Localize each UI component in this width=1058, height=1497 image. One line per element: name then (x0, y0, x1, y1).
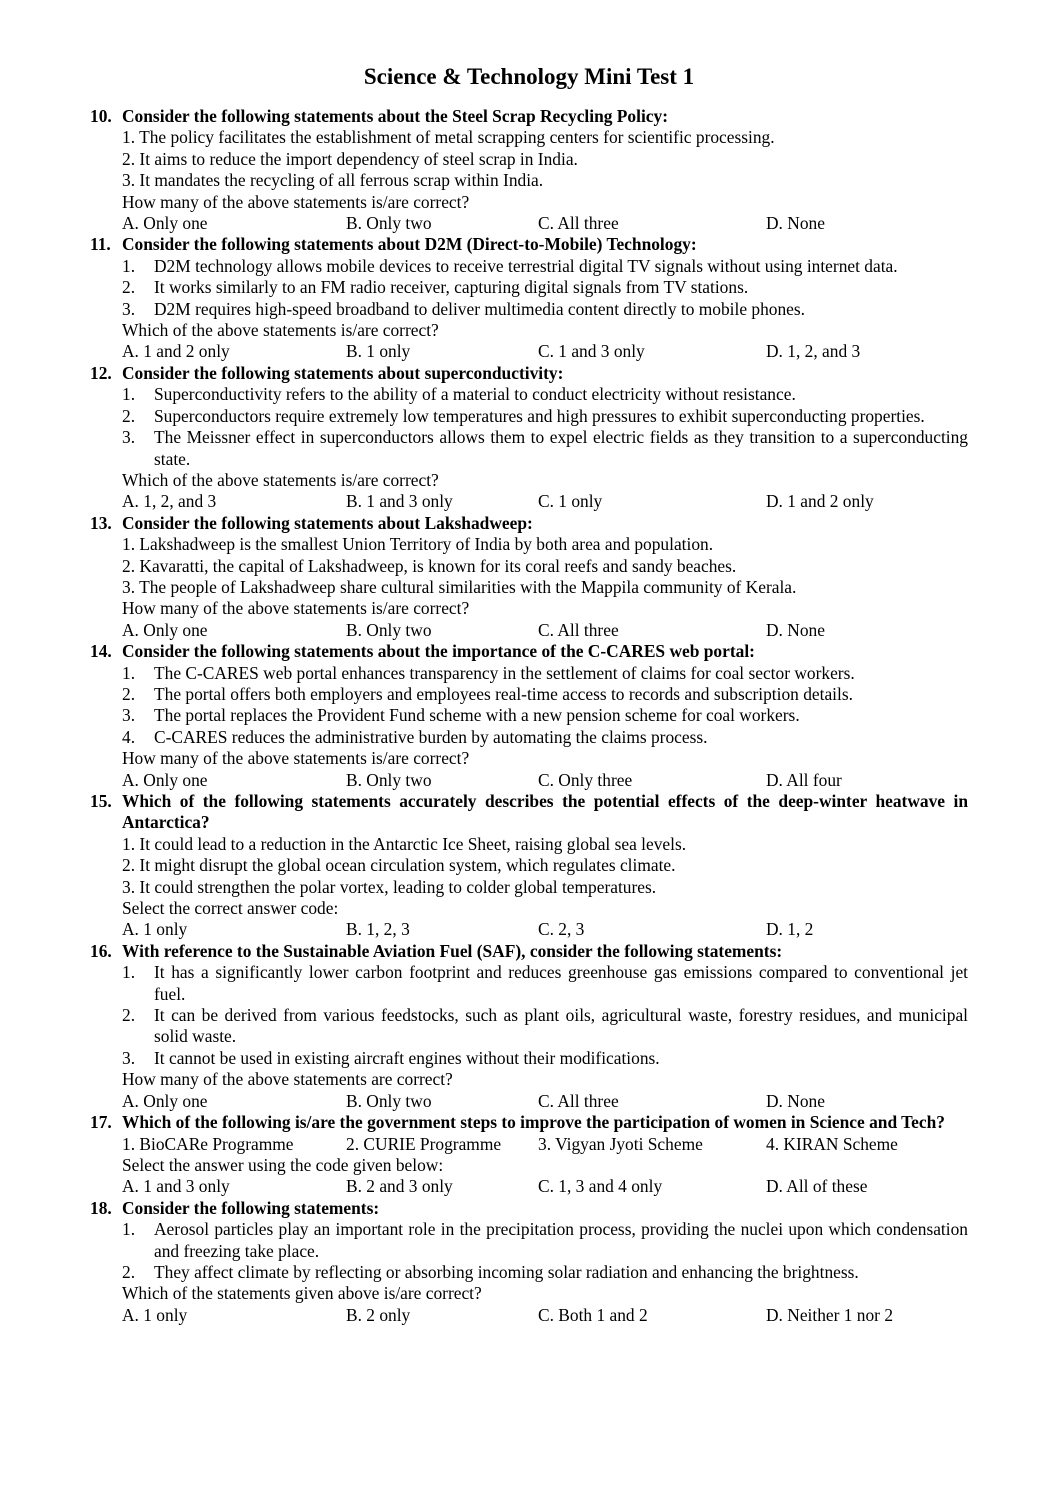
statement-text: It might disrupt the global ocean circulation system, which regulates climate. (139, 855, 676, 876)
question-body (122, 962, 968, 1112)
question-number: 13. (90, 512, 112, 533)
answer-options (122, 1305, 968, 1326)
statement-text: Superconductivity refers to the ability of a material to conduct electricity without resistance. (154, 384, 796, 405)
statement-number: 2. (122, 855, 136, 876)
answer-option: C. All three (538, 619, 619, 640)
question-13 (90, 513, 968, 641)
question-stem: Consider the following statements about D2M (Direct-to-Mobile) Technology: (122, 234, 697, 255)
answer-options (122, 620, 968, 641)
statement (122, 534, 968, 555)
answer-option: A. 1 only (122, 919, 188, 940)
statement-text: The policy facilitates the establishment of metal scrapping centers for scientific processing. (139, 127, 775, 148)
statement-text: It aims to reduce the import dependency of steel scrap in India. (139, 148, 578, 169)
answer-options (122, 919, 968, 940)
statement (122, 556, 968, 577)
statement (122, 684, 968, 705)
question-stem: Consider the following statements: (122, 1197, 380, 1218)
question-prompt: Which of the above statements is/are correct? (122, 320, 439, 341)
statement (122, 406, 968, 427)
question-number: 14. (90, 641, 112, 662)
question-header (90, 106, 968, 127)
statement-text: It can be derived from various feedstocks, such as plant oils, agricultural waste, forestry residues, and municipal solid waste. (154, 1005, 968, 1047)
question-prompt: Select the correct answer code: (122, 898, 339, 919)
statement-number: 3. (122, 705, 136, 726)
statement-text: Aerosol particles play an important role in the precipitation process, providing the nuclei upon which condensation and freezing take place. (154, 1219, 968, 1261)
question-12 (90, 363, 968, 513)
statement-text: D2M technology allows mobile devices to receive terrestrial digital TV signals without using internet data. (154, 255, 898, 276)
question-body (122, 834, 968, 941)
question-stem: Which of the following statements accurately describes the potential effects of the deep-winter heatwave in Antarctica? (122, 791, 968, 833)
statement (122, 127, 968, 148)
statement-number: 1. (122, 662, 136, 683)
statement-text: The C-CARES web portal enhances transparency in the settlement of claims for coal sector workers. (154, 662, 855, 683)
answer-option: B. Only two (346, 619, 432, 640)
answer-option: A. 1 and 3 only (122, 1176, 230, 1197)
statement-text: KIRAN Scheme (783, 1133, 898, 1154)
answer-option: A. Only one (122, 619, 208, 640)
question-body (122, 534, 968, 641)
answer-option: C. Only three (538, 769, 633, 790)
answer-option: A. 1 only (122, 1304, 188, 1325)
statement (122, 149, 968, 170)
question-stem: Consider the following statements about superconductivity: (122, 362, 564, 383)
statement (122, 834, 968, 855)
statement (122, 877, 968, 898)
question-number: 11. (90, 234, 111, 255)
question-header (90, 1112, 968, 1133)
statement-text: Superconductors require extremely low temperatures and high pressures to exhibit superconducting properties. (154, 405, 925, 426)
question-body (122, 1219, 968, 1326)
answer-options (122, 1091, 968, 1112)
statement-number: 3. (122, 576, 136, 597)
answer-option: D. None (766, 619, 825, 640)
question-header (90, 791, 968, 834)
answer-option: D. All four (766, 769, 842, 790)
question-header (90, 1198, 968, 1219)
question-header (90, 363, 968, 384)
answer-options (122, 213, 968, 234)
statement-number: 2. (122, 148, 136, 169)
statement-number: 2. (122, 1005, 136, 1026)
statement-number: 3. (122, 876, 136, 897)
statement (766, 1134, 968, 1155)
statement-text: The portal replaces the Provident Fund scheme with a new pension scheme for coal workers. (154, 705, 800, 726)
question-stem: Consider the following statements about the importance of the C-CARES web portal: (122, 641, 755, 662)
question-stem: Consider the following statements about Lakshadweep: (122, 512, 533, 533)
question-16 (90, 941, 968, 1112)
answer-option: C. 1 only (538, 491, 603, 512)
statement (122, 855, 968, 876)
statement (122, 705, 968, 726)
answer-option: D. Neither 1 nor 2 (766, 1304, 894, 1325)
answer-option: B. 2 and 3 only (346, 1176, 453, 1197)
question-prompt: How many of the above statements is/are correct? (122, 748, 470, 769)
answer-option: D. 1, 2 (766, 919, 814, 940)
statement-text: It mandates the recycling of all ferrous scrap within India. (139, 170, 544, 191)
statement-text: The Meissner effect in superconductors allows them to expel electric fields as they transition to a superconducting state. (154, 427, 968, 469)
statement (122, 384, 968, 405)
answer-option: B. 1, 2, 3 (346, 919, 410, 940)
statement-number: 4. (122, 726, 136, 747)
question-10 (90, 106, 968, 234)
question-stem: Consider the following statements about the Steel Scrap Recycling Policy: (122, 106, 668, 126)
answer-option: B. 1 only (346, 341, 411, 362)
statement-text: C-CARES reduces the administrative burden by automating the claims process. (154, 726, 708, 747)
statement-number: 1. (122, 255, 136, 276)
statement-number: 3. (122, 170, 136, 191)
question-prompt: Which of the statements given above is/are correct? (122, 1283, 482, 1304)
answer-option: A. Only one (122, 769, 208, 790)
answer-option: C. 1, 3 and 4 only (538, 1176, 663, 1197)
statement-number: 1. (122, 833, 136, 854)
answer-options (122, 341, 968, 362)
statement-text: It has a significantly lower carbon footprint and reduces greenhouse gas emissions compared to conventional jet fuel. (154, 962, 968, 1004)
question-17 (90, 1112, 968, 1198)
answer-option: C. 1 and 3 only (538, 341, 645, 362)
statement (122, 663, 968, 684)
statement-text: It could strengthen the polar vortex, leading to colder global temperatures. (139, 876, 657, 897)
answer-options (122, 491, 968, 512)
question-body (122, 127, 968, 234)
question-body (122, 1134, 968, 1198)
statement-text: CURIE Programme (363, 1133, 502, 1154)
answer-option: C. All three (538, 1090, 619, 1111)
question-prompt: How many of the above statements is/are correct? (122, 598, 470, 619)
answer-option: B. 2 only (346, 1304, 411, 1325)
statement (122, 299, 968, 320)
statement-number: 1. (122, 384, 136, 405)
question-number: 18. (90, 1197, 112, 1218)
question-header (90, 941, 968, 962)
statement-number: 1. (122, 962, 136, 983)
question-11 (90, 234, 968, 362)
statement (122, 1048, 968, 1069)
statement-number: 2. (122, 1261, 136, 1282)
statement-number: 1. (122, 1133, 136, 1154)
statement-number: 2. (122, 277, 136, 298)
question-stem: Which of the following is/are the government steps to improve the participation of women in Science and Tech? (122, 1112, 945, 1133)
statement (122, 277, 968, 298)
statement-number: 3. (122, 427, 136, 448)
statement-text: Kavaratti, the capital of Lakshadweep, is known for its coral reefs and sandy beaches. (139, 555, 737, 576)
statement-number: 2. (122, 555, 136, 576)
statement-number: 2. (346, 1133, 360, 1154)
statement-text: It could lead to a reduction in the Antarctic Ice Sheet, raising global sea levels. (139, 833, 687, 854)
statement-number: 3. (538, 1133, 552, 1154)
question-body (122, 256, 968, 363)
statement (122, 962, 968, 1005)
statement (122, 427, 968, 470)
answer-option: A. Only one (122, 1090, 208, 1111)
question-number: 12. (90, 362, 112, 383)
answer-option: B. Only two (346, 1090, 432, 1111)
statement (122, 1219, 968, 1262)
statement-text: It works similarly to an FM radio receiver, capturing digital signals from TV stations. (154, 277, 749, 298)
answer-option: A. Only one (122, 213, 208, 234)
question-prompt: Select the answer using the code given below: (122, 1154, 444, 1175)
answer-option: C. 2, 3 (538, 919, 585, 940)
statement-grid (122, 1134, 968, 1155)
statement (122, 1005, 968, 1048)
answer-option: C. Both 1 and 2 (538, 1304, 648, 1325)
answer-option: A. 1, 2, and 3 (122, 491, 217, 512)
statement (538, 1134, 766, 1155)
statement (346, 1134, 538, 1155)
statement-number: 1. (122, 534, 136, 555)
answer-options (122, 770, 968, 791)
statement-number: 4. (766, 1133, 780, 1154)
statement-number: 2. (122, 405, 136, 426)
statement-number: 3. (122, 1047, 136, 1068)
statement (122, 727, 968, 748)
question-14 (90, 641, 968, 791)
statement-text: It cannot be used in existing aircraft engines without their modifications. (154, 1047, 660, 1068)
answer-option: D. All of these (766, 1176, 868, 1197)
answer-options (122, 1176, 968, 1197)
answer-option: B. Only two (346, 213, 432, 234)
answer-option: C. All three (538, 213, 619, 234)
statement-number: 3. (122, 298, 136, 319)
answer-option: D. None (766, 1090, 825, 1111)
answer-option: A. 1 and 2 only (122, 341, 230, 362)
statement (122, 256, 968, 277)
statement-number: 1. (122, 127, 136, 148)
question-number: 16. (90, 940, 112, 961)
question-prompt: How many of the above statements are correct? (122, 1069, 453, 1090)
statement (122, 170, 968, 191)
answer-option: B. Only two (346, 769, 432, 790)
question-header (90, 234, 968, 255)
question-prompt: Which of the above statements is/are correct? (122, 469, 439, 490)
statement-text: They affect climate by reflecting or absorbing incoming solar radiation and enhancing the brightness. (154, 1261, 859, 1282)
statement-text: D2M requires high-speed broadband to deliver multimedia content directly to mobile phones. (154, 298, 806, 319)
statement-text: BioCARe Programme (139, 1133, 294, 1154)
question-number: 10. (90, 106, 112, 126)
page-title: Science & Technology Mini Test 1 (363, 64, 695, 89)
question-number: 17. (90, 1112, 112, 1133)
answer-option: B. 1 and 3 only (346, 491, 453, 512)
answer-option: D. 1 and 2 only (766, 491, 874, 512)
answer-option: D. None (766, 213, 825, 234)
statement-text: Vigyan Jyoti Scheme (555, 1133, 703, 1154)
question-list (90, 106, 968, 1326)
statement (122, 1262, 968, 1283)
question-stem: With reference to the Sustainable Aviation Fuel (SAF), consider the following statements: (122, 940, 783, 961)
question-prompt: How many of the above statements is/are correct? (122, 191, 470, 212)
statement-text: Lakshadweep is the smallest Union Territory of India by both area and population. (139, 534, 714, 555)
question-15 (90, 791, 968, 941)
question-header (90, 513, 968, 534)
statement-number: 2. (122, 683, 136, 704)
question-header (90, 641, 968, 662)
statement (122, 577, 968, 598)
question-18 (90, 1198, 968, 1326)
answer-option: D. 1, 2, and 3 (766, 341, 861, 362)
question-number: 15. (90, 791, 112, 811)
question-body (122, 384, 968, 512)
statement-text: The portal offers both employers and employees real-time access to records and subscription details. (154, 683, 853, 704)
statement (122, 1134, 346, 1155)
statement-number: 1. (122, 1219, 136, 1240)
question-body (122, 663, 968, 791)
statement-text: The people of Lakshadweep share cultural similarities with the Mappila community of Kerala. (139, 576, 797, 597)
